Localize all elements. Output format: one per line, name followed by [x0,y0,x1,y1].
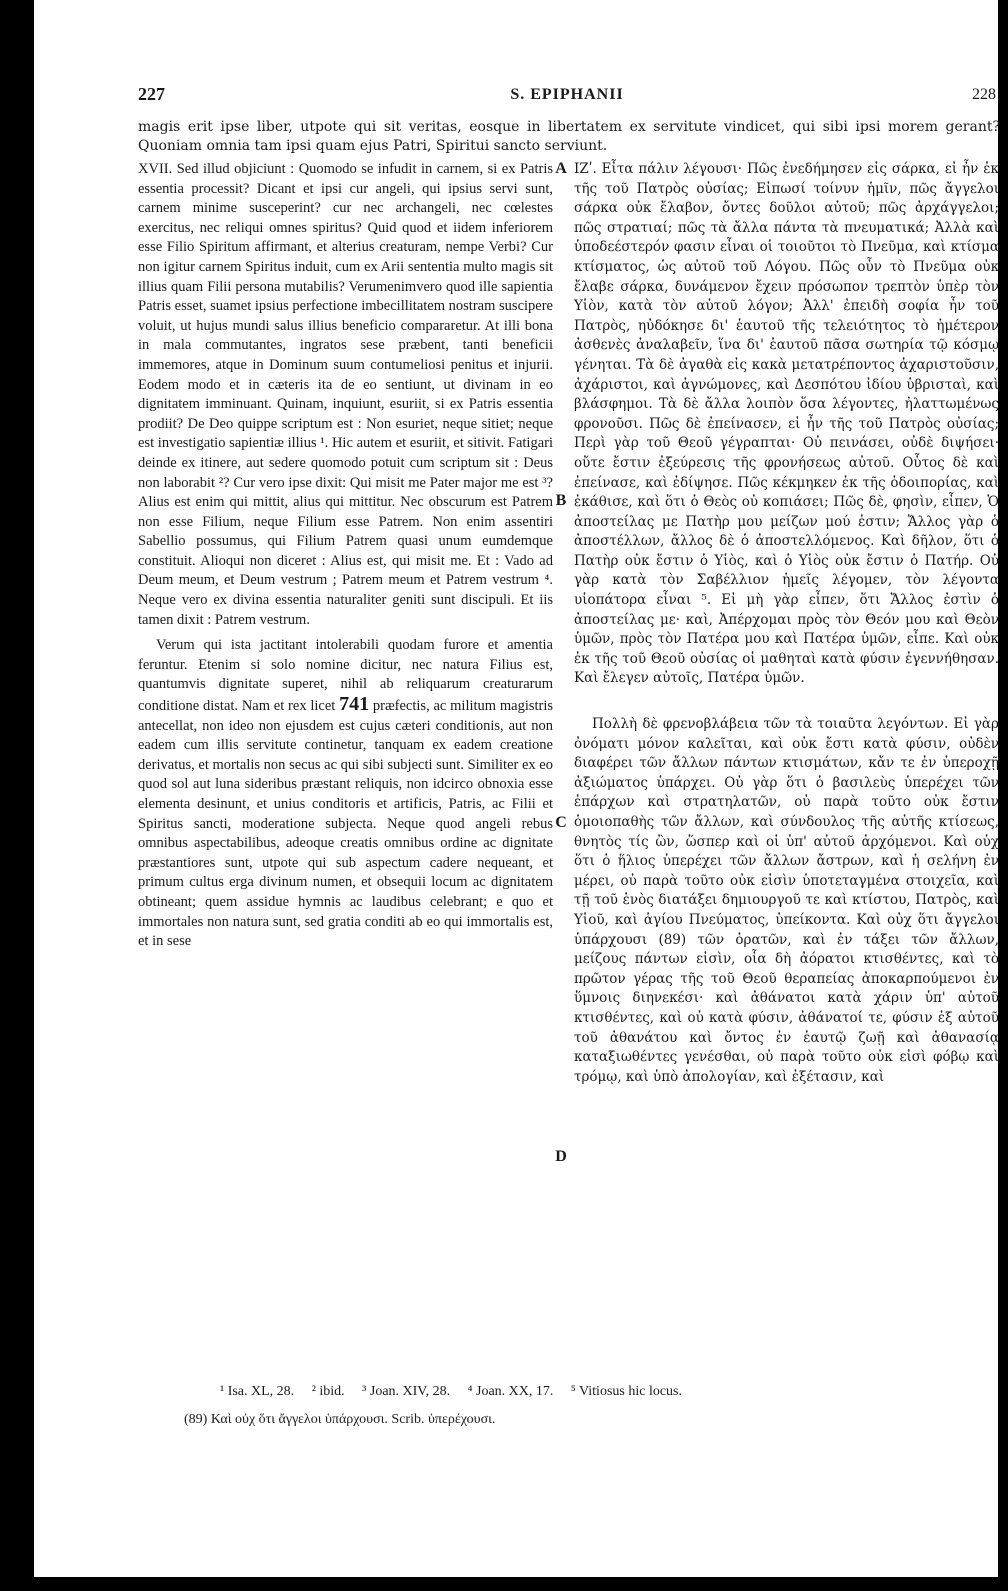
latin-paragraph-part-a: Verum qui ista jactitant intolerabili quodam furore et amentia feruntur. Etenim si solo nomine dicitur, nec natura Filius est, quantumvis dignitate superet, nihil ab reliquarum creaturarum conditione distat. Nam et rex licet [138,637,553,715]
page-number-left: 227 [138,84,165,104]
footnote-3: ³ Joan. XIV, 28. [362,1384,451,1399]
latin-paragraph-continuation [138,636,553,952]
section-marker-b: B [555,492,567,509]
footnotes-scripture [220,1382,960,1402]
footnote-89: (89) Καὶ οὐχ ὅτι ἄγγελοι ὑπάρχουσι. Scrib. ὑπερέχουσι. [184,1412,496,1427]
footnote-4: ⁴ Joan. XX, 17. [467,1384,554,1399]
intro-line: magis erit ipse liber, utpote qui sit veritas, eosque in libertatem ex servitute vindicet, qui sibi ipsi morem gerant? Quoniam omnia tam ipsi quam ejus Patri, Spiritui sancto serviunt. [138,119,1000,154]
greek-column [574,160,999,1087]
column-number-marker: 741 [339,693,370,716]
section-marker-d: D [555,1148,567,1165]
latin-paragraph-part-b: præfectis, ac militum magistris antecellat, non ideo non ejusdem est cujus cæteri conditionis, aut non eadem cum illis servitute continetur, tanquam ex eadem creatione derivatus, et mortalis non secus ac qui sibi subjecti sunt. Similiter ex eo quod sol aut luna sideribus præstant reliquis, non idcirco obnoxia esse elementa desinunt, et unius conditoris et artificis, Patris, ac Filii et Spiritus sancti, moderatione subjecta. Neque quod angeli rebus omnibus aspectabilibus, adeoque creatis omnibus ordine ac dignitate præstantiores sunt, utpote qui sub aspectum cadere nequeant, et primum cultus erga divinum numen, et obsequii locum ac dignitatem obtineant; quem assidue hymnis ac laudibus celebrant; e quo et immortales non natura sunt, sed gratia conditi ab eo qui immortalis est, et in sese [138,698,554,950]
latin-column [138,160,553,952]
greek-paragraph-continuation: Πολλὴ δὲ φρενοβλάβεια τῶν τὰ τοιαῦτα λεγόντων. Εἰ γὰρ ὀνόματι μόνον καλεῖται, καὶ οὐκ ἔστι κατὰ φύσιν, οὐδὲν διαφέρει τῶν ἄλλων πάντων κτισμάτων, κἄν τε ἐν ὑπεροχῇ ἀξιώματος ὑπάρχει. Οὐ γὰρ ὅτι ὁ βασιλεὺς ὑπερέχει τῶν ἐπάρχων καὶ στρατηλατῶν, οὐ παρὰ τοῦτο οὐκ ἔστιν ὁμοιοπαθὴς τῶν ἄλλων, καὶ σύνδουλος τῆς αὐτῆς κτίσεως, θνητὸς τίς ὢν, ὥσπερ καὶ οἱ ὑπ' αὐτοῦ ἀρχόμενοι. Καὶ οὐχ ὅτι ὁ ἥλιος ὑπερέχει τῶν ἄλλων ἄστρων, καὶ ἡ σελήνη ἐν μέρει, οὐ παρὰ τοῦτο οὐκ εἰσὶν ὑποτεταγμένα στοιχεῖα, καὶ τῇ τοῦ ἑνὸς διατάξει δημιουργοῦ τε καὶ κτίστου, Πατρὸς, καὶ Υἱοῦ, καὶ ἁγίου Πνεύματος, ὑπείκοντα. Καὶ οὐχ ὅτι ἄγγελοι ὑπάρχουσι (89) τῶν ὁρατῶν, καὶ ἐν τάξει τῶν ἄλλων, μείζους πάντων εἰσὶν, οἷα δὴ ἀόρατοι κτισθέντες, καὶ τὸ πρῶτον γέρας τῆς τοῦ Θεοῦ θεραπείας ἀποκαρπούμενοι ἐν ὕμνοις διηνεκέσι· καὶ ἀθάνατοι κατὰ χάριν ὑπ' αὐτοῦ κτισθέντες, καὶ οὐ κατὰ φύσιν, ἀθάνατοί τε, φύσιν ἐξ αὐτοῦ τοῦ ἀθανάτου καὶ ὄντος ἐν ἑαυτῷ ζωῇ καὶ ἀθανασίᾳ καταξιωθέντες γενέσθαι, οὐ παρὰ τοῦτο οὐκ εἰσὶ φόβῳ καὶ τρόμῳ, καὶ ὑπὸ ἀπολογίαν, καὶ ἐξέτασιν, καὶ [574,716,999,1085]
running-title: S. EPIPHANII [510,86,624,103]
footnote-5: ⁵ Vitiosus hic locus. [570,1384,682,1399]
latin-paragraph-17: XVII. Sed illud objiciunt : Quomodo se infudit in carnem, si ex Patris essentia processit? Dicant et ipsi cur angeli, qui ipsius servi sunt, carnem minime susceperint? cur nec archangeli, nec cœlestes exercitus, nec reliqui omnes spiritus? Quid quod et iidem inferiorem esse Filio Spiritum affirmant, et alterius creaturam, nempe Verbi? Cur non igitur carnem Spiritus induit, cum ex Arii sententia multo magis sit illius quam Filii persona mutabilis? Verumenimvero quod ille sapientia Patris esset, suamet ipsius perfectione imbecillitatem nostram suscipere voluit, ut hujus mundi salus illius beneficio compararetur. At illi bona in mala commutantes, ingratos sese præbent, tanti beneficii immemores, atque in Dominum suum contumeliosi penitus et injurii. Eodem modo et in cæteris ita de eo sentiunt, ut divinam in eo dignitatem imminuant. Quinam, inquiunt, esuriit, si ex Patris essentia prodiit? De Deo quippe scriptum est : Non esuriet, neque sitiet; neque est investigatio sapientiæ illius ¹. Hic autem et esuriit, et sitivit. Fatigari deinde ex itinere, aut sedere quomodo potuit cum scriptum sit : Deus non laborabit ²? Cur vero ipse dixit: Qui misit me Pater major me est ³? Alius est enim qui mittit, alius qui mittitur. Nec obscurum est Patrem non esse Filium, neque Filium esse Patrem. Non enim assentiri Sabellio possumus, qui Filium Patrem quasi unum eumdemque constituit. Alioqui non diceret : Alius est, qui misit me. Et : Vado ad Deum meum, et Deum vestrum ; Patrem meum et Patrem vestrum ⁴. Neque vero ex divina essentia naturaliter geniti sunt discipuli. Et iis tamen dixit : Patrem vestrum. [138,161,553,628]
running-header [138,84,996,114]
footnote-1: ¹ Isa. XL, 28. [220,1384,295,1399]
page-number-right: 228 [972,86,996,103]
section-marker-a: A [555,160,567,177]
section-marker-c: C [555,814,567,831]
greek-paragraph-17: ΙΖʹ. Εἶτα πάλιν λέγουσι· Πῶς ἐνεδήμησεν εἰς σάρκα, εἰ ἦν ἐκ τῆς τοῦ Πατρὸς οὐσίας; Εἰπωσί τοίνυν ἡμῖν, πῶς ἄγγελοι σάρκα οὐκ ἔλαβον, ὄντες δοῦλοι αὐτοῦ; πῶς ἀρχάγγελοι; πῶς στρατιαί; πῶς τὰ ἄλλα πάντα τὰ πνευματικά; Ἀλλὰ καὶ ὑποδεέστερόν φασιν εἶναι οἱ τοιοῦτοι τὸ Πνεῦμα, καὶ κτίσμα κτίσματος, ὡς αὐτοῦ τοῦ Λόγου. Πῶς οὖν τὸ Πνεῦμα οὐκ ἔλαβε σάρκα, δυνάμενον ἔχειν πρόσωπον τρεπτὸν ὑπὲρ τὸν Υἱὸν, κατὰ τὸν αὐτοῦ λόγον; Ἀλλ' ἐπειδὴ σοφία ἦν τοῦ Πατρὸς, ηὐδόκησε δι' ἑαυτοῦ τῆς τελειότητος τὸ ἡμέτερον ἀσθενὲς ἀναλαβεῖν, ἵνα δι' ἑαυτοῦ πᾶσα σωτηρία τῷ κόσμῳ γένηται. Τὰ δὲ ἀγαθὰ εἰς κακὰ μετατρέποντος ἀχαριστοῦσιν, ἀχάριστοι, καὶ ἀγνώμονες, καὶ Δεσπότου ἰδίου ὑβρισταὶ, καὶ βλάσφημοι. Τὰ δὲ ἄλλα λοιπὸν ὅσα λέγοντες, ἠλαττωμένως φρονοῦσι. Πῶς δὲ ἐπείνασεν, εἰ ἦν τῆς τοῦ Πατρὸς οὐσίας; Περὶ γὰρ τοῦ Θεοῦ γέγραπται· Οὐ πεινάσει, οὐδὲ διψήσει· οὔτε ἔστιν ἐξεύρεσις τῆς φρονήσεως αὐτοῦ. Οὗτος δὲ καὶ ἐπείνασε, καὶ ἐδίψησε. Πῶς κέκμηκεν ἐκ τῆς ὁδοιπορίας, καὶ ἐκάθισε, καὶ ὅτι ὁ Θεὸς οὐ κοπιάσει; Πῶς δὲ, φησὶν, εἶπεν, Ὁ ἀποστείλας με Πατὴρ μου μείζων μού ἐστιν; Ἄλλος γὰρ ὁ ἀποστέλλων, ἄλλος δὲ ὁ ἀποστελλόμενος. Καὶ δῆλον, ὅτι ὁ Πατὴρ οὐκ ἔστιν ὁ Υἱὸς, καὶ ὁ Υἱὸς οὐκ ἔστιν ὁ Πατήρ. Οὐ γὰρ κατὰ τὸν Σαβέλλιον ἡμεῖς λέγομεν, τὸν λέγοντα υἱοπάτορα εἶναι ⁵. Εἰ μὴ γὰρ εἶπεν, ὅτι Ἄλλος ἐστὶν ὁ ἀποστείλας με· καὶ, Ἀπέρχομαι πρὸς τὸν Θεόν μου καὶ Θεὸν ὑμῶν, πρὸς τὸν Πατέρα μου καὶ Πατέρα ὑμῶν, εἶπε. Καὶ οὐκ ἐκ τῆς τοῦ Θεοῦ οὐσίας οἱ μαθηταὶ κατὰ φύσιν ἐγεννήθησαν. Καὶ ἔλεγεν αὐτοῖς, Πατέρα ὑμῶν. [574,161,999,687]
footnote-2: ² ibid. [311,1384,345,1399]
